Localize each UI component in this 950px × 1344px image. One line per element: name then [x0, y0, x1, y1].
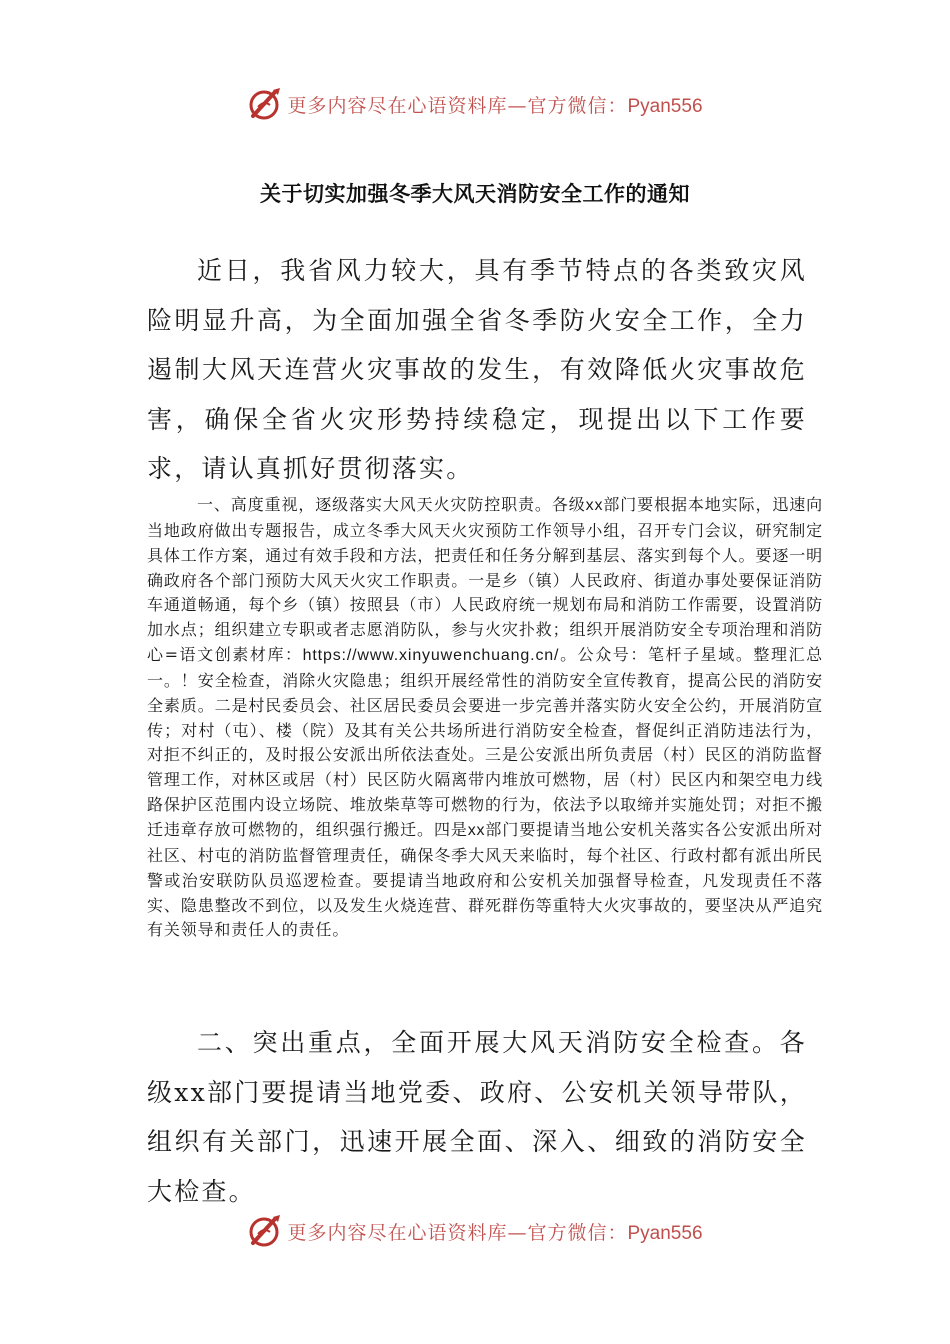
source-url-text: https://www.xinyuwenchuang.cn/ — [302, 647, 560, 665]
wechat-id: Pyan556 — [627, 95, 703, 117]
brush-logo-icon — [247, 86, 283, 122]
watermark-label: 更多内容尽在心语资料库—官方微信： — [287, 1221, 628, 1244]
wechat-id: Pyan556 — [627, 1222, 703, 1244]
section-one-text-c: 部门要提请当地公安机关落实各公安派出所对社区、村屯的消防监督管理责任，确保冬季大风天来临时，每个社区、行政村都有派出所民警或治安联防队员巡逻检查。要提请当地政府和公安机关加强督导检查，凡发现责任不落实、隐患整改不到位，以及发生火烧连营、群死群伤等重特大火灾事故的，要坚决从严追究有关领导和责任人的责任。 — [147, 819, 823, 940]
section-one-text-b: 。公众号：笔杆子星域。整理汇总一。！安全检查，消除火灾隐患；组织开展经常性的消防安全宣传教育，提高公民的消防安全素质。二是村民委员会、社区居民委员会要进一步完善并落实防火安全公约，开展消防宣传；对村（屯）、楼（院）及其有关公共场所进行消防安全检查，督促纠正消防违法行为，对拒不纠正的，及时报公安派出所依法查处。三是公安派出所负责居（村）民区的消防监督管理工作，对林区或居（村）民区防火隔离带内堆放可燃物，居（村）民区内和架空电力线路保护区范围内设立场院、堆放柴草等可燃物的行为，依法予以取缔并实施处罚；对拒不搬迁违章存放可燃物的，组织强行搬迁。四是 — [147, 645, 823, 839]
section-one-dept-mark: xx — [585, 497, 604, 514]
intro-paragraph: 近日，我省风力较大，具有季节特点的各类致灾风险明显升高，为全面加强全省冬季防火安全工作，全力遏制大风天连营火灾事故的发生，有效降低火灾事故危害，确保全省火灾形势持续稳定，现提出以下工作要求，请认真抓好贯彻落实。 — [147, 256, 807, 483]
section-one-paragraph — [147, 493, 823, 943]
watermark-label: 更多内容尽在心语资料库—官方微信： — [287, 94, 628, 117]
footer-watermark — [0, 1209, 950, 1253]
watermark-text — [287, 1218, 702, 1245]
section-one-heading: 一、高度重视，逐级落实大风天火灾防控职责。各级 — [197, 495, 586, 514]
section-one-text-a: 部门要根据本地实际，迅速向当地政府做出专题报告，成立冬季大风天火灾预防工作领导小组，召开专门会议，研究制定具体工作方案，通过有效手段和方法，把责任和任务分解到基层、落实到每个人。要逐一明确政府各个部门预防大风天火灾工作职责。一是乡（镇）人民政府、街道办事处要保证消防车通道畅通，每个乡（镇）按照县（市）人民政府统一规划布局和消防工作需要，设置消防加水点；组织建立专职或者志愿消防队，参与火灾扑救；组织开展消防安全专项治理和消防心=语文创素材库： — [147, 495, 823, 665]
document-title: 关于切实加强冬季大风天消防安全工作的通知 — [260, 182, 690, 206]
watermark-text — [287, 91, 702, 118]
header-watermark — [0, 82, 950, 126]
brush-logo-icon — [247, 1213, 283, 1249]
section-two-paragraph: 二、突出重点，全面开展大风天消防安全检查。各级xx部门要提请当地党委、政府、公安机关领导带队，组织有关部门，迅速开展全面、深入、细致的消防安全大检查。 — [147, 1028, 807, 1206]
section-one-dept-mark-2: xx — [467, 821, 486, 839]
